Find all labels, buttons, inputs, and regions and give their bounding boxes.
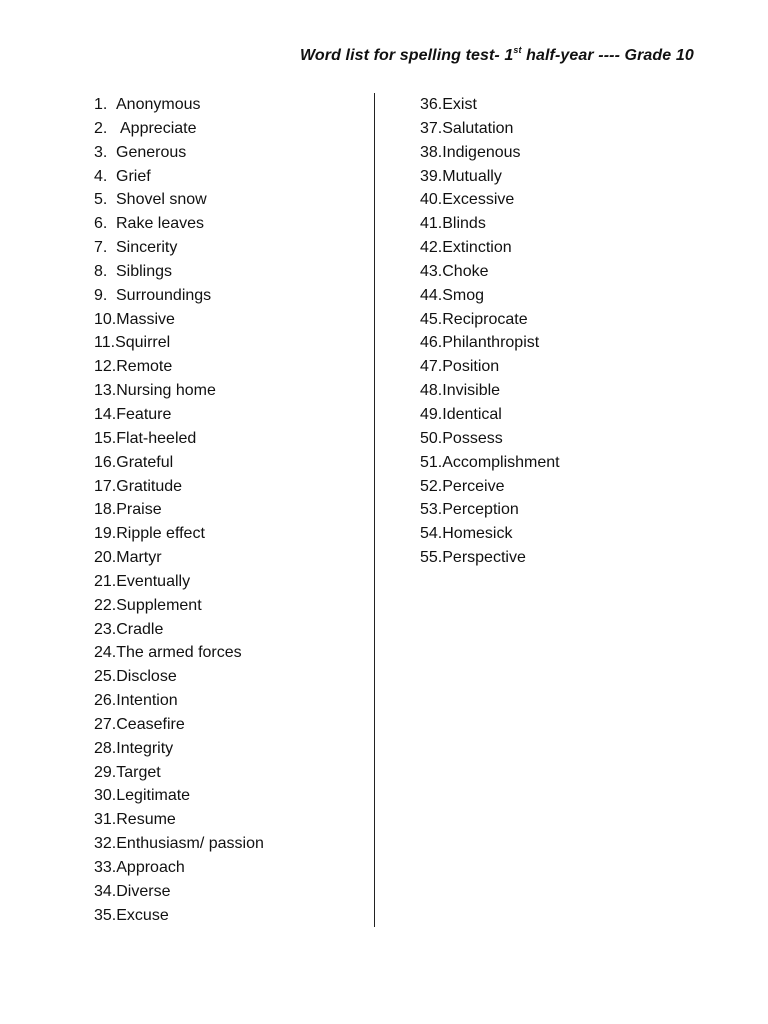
list-item — [420, 379, 560, 403]
item-word: Legitimate — [116, 787, 191, 805]
item-word: Intention — [116, 692, 178, 710]
item-word: Praise — [116, 501, 162, 519]
item-word: Reciprocate — [442, 310, 528, 328]
item-word: Mutually — [442, 167, 502, 185]
item-word: Disclose — [116, 668, 177, 686]
list-item — [420, 451, 560, 475]
list-item — [420, 236, 560, 260]
column-divider — [374, 93, 375, 927]
item-number: 48. — [420, 382, 443, 400]
list-item — [94, 880, 264, 904]
item-number: 40. — [420, 191, 443, 209]
item-word: Identical — [442, 405, 502, 423]
item-number: 50. — [420, 429, 443, 447]
item-word: Possess — [442, 429, 503, 447]
item-number: 9. — [94, 286, 108, 304]
item-word: Anonymous — [116, 96, 201, 113]
list-item — [420, 117, 560, 141]
item-word: Enthusiasm/ passion — [116, 835, 264, 853]
item-number: 15. — [94, 429, 117, 447]
item-number: 6. — [94, 215, 108, 233]
item-number: 16. — [94, 453, 117, 471]
item-number: 22. — [94, 596, 117, 614]
list-item — [94, 475, 264, 499]
list-item — [94, 355, 264, 379]
list-item — [94, 570, 264, 594]
item-number: 24. — [94, 644, 117, 662]
item-word: Nursing home — [116, 382, 216, 400]
list-item — [94, 117, 264, 141]
item-word: Grief — [116, 167, 151, 185]
item-word: Invisible — [442, 382, 501, 400]
list-item — [420, 427, 560, 451]
title-superscript: st — [513, 45, 522, 55]
list-item — [420, 498, 560, 522]
item-number: 36. — [420, 96, 443, 113]
item-number: 49. — [420, 405, 443, 423]
item-number: 7. — [94, 239, 108, 257]
item-word: Gratitude — [116, 477, 183, 495]
item-word: Approach — [116, 859, 185, 876]
list-item — [420, 475, 560, 499]
item-word: Position — [442, 358, 500, 376]
item-number: 26. — [94, 692, 117, 710]
list-item — [420, 212, 560, 236]
item-number: 1. — [94, 96, 108, 113]
item-number: 32. — [94, 835, 117, 853]
item-number: 28. — [94, 739, 117, 757]
list-item — [420, 522, 560, 546]
list-item — [94, 522, 264, 546]
item-number: 21. — [94, 572, 117, 590]
item-word: Remote — [116, 358, 173, 376]
item-word: Smog — [442, 286, 485, 304]
item-number: 52. — [420, 477, 443, 495]
item-word: Eventually — [116, 572, 191, 590]
item-word: Excuse — [116, 906, 169, 924]
item-word: Surroundings — [116, 286, 212, 304]
list-item — [420, 355, 560, 379]
list-item — [94, 93, 264, 117]
item-word: Rake leaves — [116, 215, 205, 233]
item-word: Flat-heeled — [116, 429, 197, 447]
list-item — [94, 546, 264, 570]
item-word: Ceasefire — [116, 715, 185, 733]
item-number: 8. — [94, 262, 108, 280]
item-number: 12. — [94, 358, 117, 376]
list-item — [420, 260, 560, 284]
item-number: 34. — [94, 882, 117, 900]
item-word: Shovel snow — [116, 191, 207, 209]
list-item — [94, 856, 264, 880]
list-item — [94, 403, 264, 427]
item-word: Generous — [116, 143, 187, 161]
list-item — [94, 236, 264, 260]
item-word: Integrity — [116, 739, 174, 757]
item-word: Squirrel — [115, 334, 171, 352]
title-suffix: half-year ---- Grade 10 — [521, 47, 694, 64]
word-list-left — [94, 93, 264, 928]
list-item — [94, 141, 264, 165]
item-word: Sincerity — [116, 239, 178, 257]
list-item — [94, 451, 264, 475]
item-word: Perception — [442, 501, 519, 519]
item-word: Diverse — [116, 882, 171, 900]
item-number: 47. — [420, 358, 443, 376]
item-number: 30. — [94, 787, 117, 805]
item-word: Feature — [116, 405, 172, 423]
list-item — [420, 165, 560, 189]
item-number: 19. — [94, 525, 117, 543]
item-number: 33. — [94, 859, 117, 876]
list-item — [94, 737, 264, 761]
list-item — [94, 618, 264, 642]
list-item — [94, 308, 264, 332]
item-number: 13. — [94, 382, 117, 400]
item-word: Accomplishment — [442, 453, 560, 471]
item-word: Grateful — [116, 453, 174, 471]
list-item — [420, 331, 560, 355]
item-number: 55. — [420, 549, 443, 567]
title-prefix: Word list for spelling test- 1 — [300, 47, 514, 64]
item-word: Siblings — [116, 262, 173, 280]
list-item — [94, 594, 264, 618]
item-word: Indigenous — [442, 143, 521, 161]
item-number: 20. — [94, 549, 117, 567]
item-word: Target — [116, 763, 161, 781]
item-number: 37. — [420, 119, 443, 137]
item-word: Excessive — [442, 191, 515, 209]
item-number: 11. — [94, 334, 116, 352]
list-item — [94, 165, 264, 189]
list-item — [420, 308, 560, 332]
list-item — [94, 713, 264, 737]
list-item — [420, 403, 560, 427]
list-item — [420, 546, 560, 570]
list-item — [94, 832, 264, 856]
list-item — [420, 93, 560, 117]
item-number: 31. — [94, 811, 117, 829]
item-number: 35. — [94, 906, 117, 924]
item-word: Appreciate — [120, 119, 197, 137]
item-word: Homesick — [442, 525, 513, 543]
list-item — [94, 212, 264, 236]
item-word: Blinds — [442, 215, 486, 233]
item-number: 38. — [420, 143, 443, 161]
item-number: 18. — [94, 501, 117, 519]
item-word: Exist — [442, 96, 477, 113]
list-item — [94, 427, 264, 451]
item-number: 51. — [420, 453, 443, 471]
item-word: Philanthropist — [442, 334, 540, 352]
item-word: Supplement — [116, 596, 202, 614]
item-word: Ripple effect — [116, 525, 205, 543]
item-word: Perspective — [442, 549, 526, 567]
list-item — [94, 188, 264, 212]
item-number: 54. — [420, 525, 443, 543]
item-number: 42. — [420, 239, 443, 257]
item-number: 14. — [94, 405, 117, 423]
word-list-right — [420, 93, 560, 570]
item-word: Perceive — [442, 477, 505, 495]
item-number: 10. — [94, 310, 117, 328]
item-number: 5. — [94, 191, 108, 209]
item-word: Cradle — [116, 620, 164, 638]
item-number: 41. — [420, 215, 443, 233]
item-number: 29. — [94, 763, 117, 781]
list-item — [94, 260, 264, 284]
list-item — [94, 808, 264, 832]
list-item — [94, 689, 264, 713]
item-number: 39. — [420, 167, 443, 185]
item-word: The armed forces — [116, 644, 242, 662]
item-number: 25. — [94, 668, 117, 686]
list-item — [94, 641, 264, 665]
list-item — [420, 188, 560, 212]
item-word: Martyr — [116, 549, 162, 567]
item-number: 23. — [94, 620, 117, 638]
list-item — [420, 284, 560, 308]
list-item — [94, 904, 264, 928]
item-number: 53. — [420, 501, 443, 519]
list-item — [94, 331, 264, 355]
item-number: 27. — [94, 715, 117, 733]
item-number: 45. — [420, 310, 443, 328]
item-number: 44. — [420, 286, 443, 304]
item-number: 3. — [94, 143, 108, 161]
item-number: 2. — [94, 119, 108, 137]
item-number: 17. — [94, 477, 117, 495]
item-number: 4. — [94, 167, 108, 185]
list-item — [94, 784, 264, 808]
page-title — [300, 47, 694, 65]
list-item — [94, 665, 264, 689]
item-word: Massive — [116, 310, 175, 328]
item-word: Salutation — [442, 119, 514, 137]
item-word: Extinction — [442, 239, 512, 257]
item-number: 43. — [420, 262, 443, 280]
item-word: Choke — [442, 262, 489, 280]
list-item — [420, 141, 560, 165]
list-item — [94, 761, 264, 785]
list-item — [94, 379, 264, 403]
list-item — [94, 284, 264, 308]
item-word: Resume — [116, 811, 176, 829]
item-number: 46. — [420, 334, 443, 352]
list-item — [94, 498, 264, 522]
